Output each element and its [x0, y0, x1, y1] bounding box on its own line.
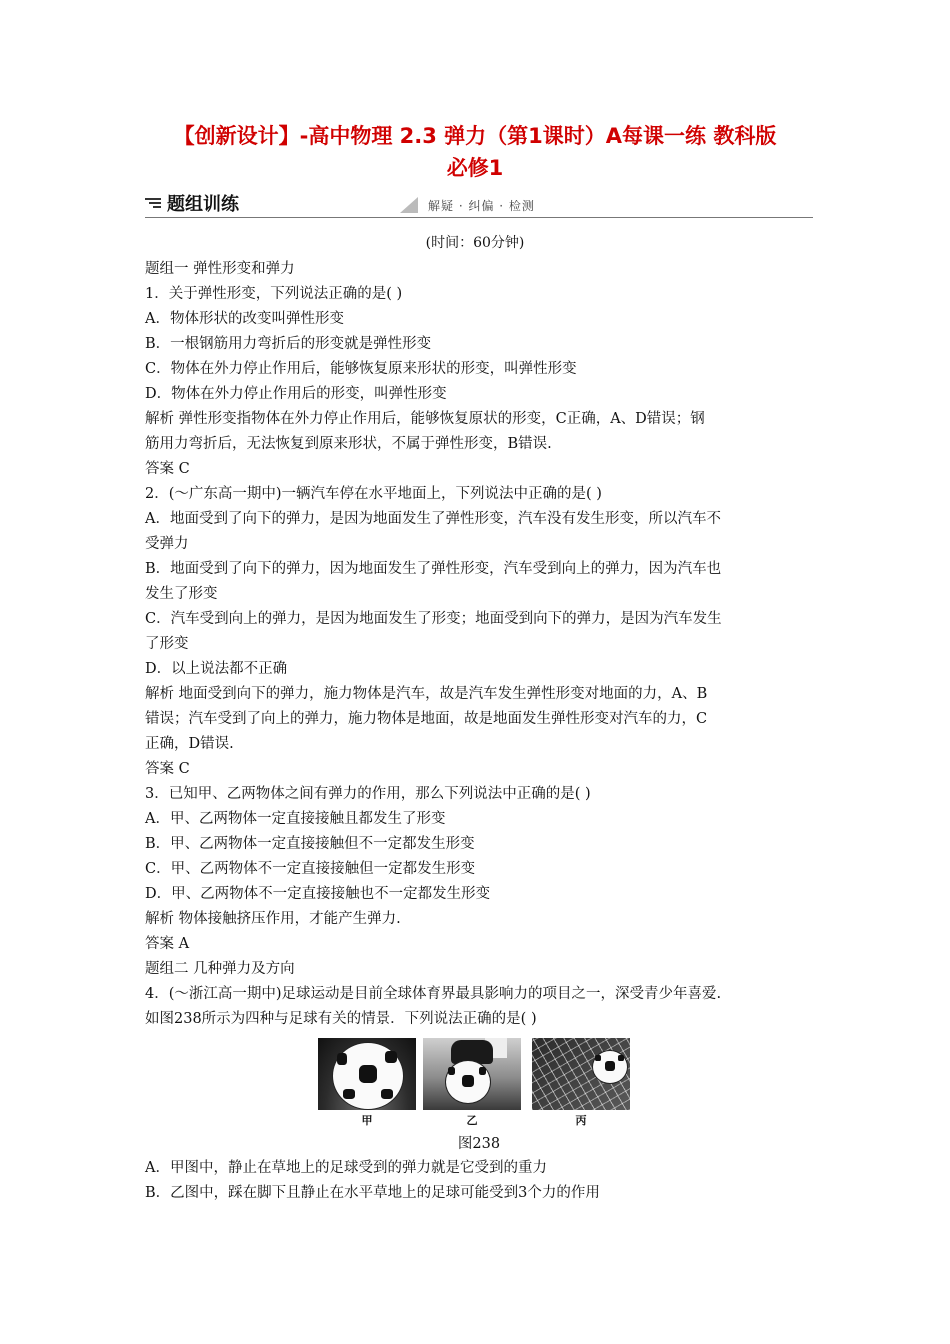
text-line: 1．关于弹性形变，下列说法正确的是( ) — [145, 286, 403, 302]
text-line: 正确，D错误. — [145, 736, 234, 752]
text-line: B．地面受到了向下的弹力，因为地面发生了弹性形变，汽车受到向上的弹力，因为汽车也 — [145, 561, 722, 577]
text-line: B．乙图中，踩在脚下且静止在水平草地上的足球可能受到3个力的作用 — [145, 1185, 600, 1201]
text-line: 3．已知甲、乙两物体之间有弹力的作用，那么下列说法中正确的是( ) — [145, 786, 591, 802]
figure-238 — [145, 1038, 813, 1156]
football-icon — [592, 1050, 628, 1084]
photo-yi — [423, 1038, 521, 1110]
time-limit: (时间：60分钟) — [425, 235, 525, 251]
figure-label-bing: 丙 — [575, 1114, 587, 1127]
text-line: 了形变 — [145, 636, 189, 652]
text-line: 如图238所示为四种与足球有关的情景．下列说法正确的是( ) — [145, 1011, 537, 1027]
photo-bing — [532, 1038, 630, 1110]
figure-label-jia: 甲 — [361, 1114, 373, 1127]
option-lines — [145, 1156, 813, 1206]
text-line: 解析 物体接触挤压作用，才能产生弹力. — [145, 911, 401, 927]
photo-jia — [318, 1038, 416, 1110]
text-line: A．甲、乙两物体一定直接接触且都发生了形变 — [145, 811, 446, 827]
football-icon — [332, 1042, 404, 1110]
text-line: 2．(～广东高一期中)一辆汽车停在水平地面上，下列说法中正确的是( ) — [145, 486, 602, 502]
section-banner — [145, 193, 813, 219]
banner-triangle-icon — [400, 197, 418, 213]
text-line: D．以上说法都不正确 — [145, 661, 288, 677]
text-line: 解析 弹性形变指物体在外力停止作用后，能够恢复原状的形变，C正确，A、D错误；钢 — [145, 411, 705, 427]
question-lines — [145, 257, 813, 1032]
document-title — [0, 120, 950, 184]
text-line: 答案 A — [145, 936, 190, 952]
banner-rule — [145, 217, 813, 218]
football-icon — [445, 1060, 491, 1104]
text-line: C．汽车受到向上的弹力，是因为地面发生了形变；地面受到向下的弹力，是因为汽车发生 — [145, 611, 722, 627]
banner-label: 题组训练 — [167, 194, 239, 215]
text-line: 题组二 几种弹力及方向 — [145, 961, 295, 977]
text-line: A．物体形状的改变叫弹性形变 — [145, 311, 344, 327]
text-line: 解析 地面受到向下的弹力，施力物体是汽车，故是汽车发生弹性形变对地面的力，A、B — [145, 686, 708, 702]
title-line-1: 【创新设计】-高中物理 2.3 弹力（第1课时）A每课一练 教科版 — [173, 124, 777, 148]
figure-caption: 图238 — [457, 1136, 501, 1152]
text-line: B．一根钢筋用力弯折后的形变就是弹性形变 — [145, 336, 432, 352]
banner-lines-icon — [145, 198, 161, 210]
text-line: C．甲、乙两物体不一定直接接触但一定都发生形变 — [145, 861, 476, 877]
text-line: 答案 C — [145, 761, 190, 777]
banner-subtitle: 解疑 · 纠偏 · 检测 — [428, 199, 535, 213]
text-line: A．甲图中，静止在草地上的足球受到的弹力就是它受到的重力 — [145, 1160, 547, 1176]
text-line: C．物体在外力停止作用后，能够恢复原来形状的形变，叫弹性形变 — [145, 361, 577, 377]
text-line: A．地面受到了向下的弹力，是因为地面发生了弹性形变，汽车没有发生形变，所以汽车不 — [145, 511, 721, 527]
text-line: B．甲、乙两物体一定直接接触但不一定都发生形变 — [145, 836, 475, 852]
text-line: 筋用力弯折后，无法恢复到原来形状，不属于弹性形变，B错误. — [145, 436, 552, 452]
text-line: 题组一 弹性形变和弹力 — [145, 261, 295, 277]
text-line: D．物体在外力停止作用后的形变，叫弹性形变 — [145, 386, 447, 402]
title-line-2: 必修1 — [446, 156, 504, 180]
document-body — [145, 257, 813, 1206]
text-line: 受弹力 — [145, 536, 189, 552]
text-line: 答案 C — [145, 461, 190, 477]
text-line: D．甲、乙两物体不一定直接接触也不一定都发生形变 — [145, 886, 491, 902]
text-line: 4．(～浙江高一期中)足球运动是目前全球体育界最具影响力的项目之一，深受青少年喜爱. — [145, 986, 722, 1002]
text-line: 发生了形变 — [145, 586, 218, 602]
text-line: 错误；汽车受到了向上的弹力，施力物体是地面，故是地面发生弹性形变对汽车的力，C — [145, 711, 708, 727]
figure-label-yi: 乙 — [466, 1114, 478, 1127]
